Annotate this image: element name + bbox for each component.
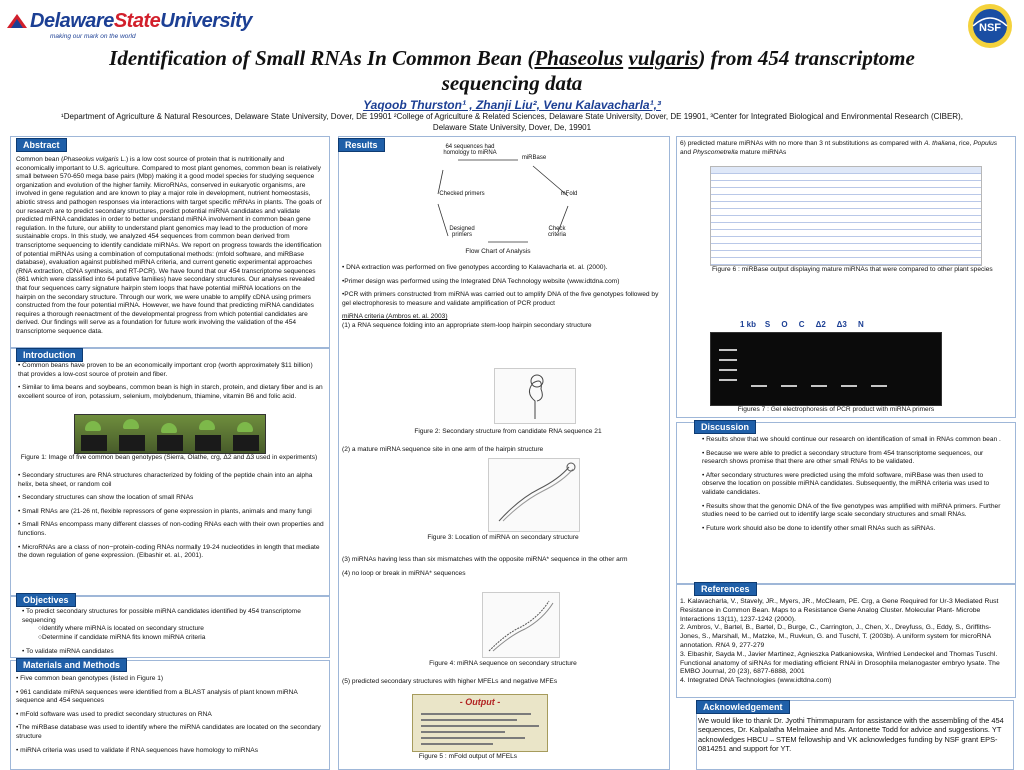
figure-6-mirbase-table	[710, 166, 982, 266]
gel-lane-label: Δ3	[836, 320, 847, 329]
gel-lane-label: N	[858, 320, 864, 329]
poster-header	[0, 0, 1024, 132]
flow-node-check-criteria: Check criteria	[547, 226, 566, 238]
discussion-heading: Discussion	[694, 420, 756, 434]
gel-lane-label: 1 kb	[740, 320, 757, 329]
nsf-logo-icon	[962, 2, 1018, 50]
dsu-tagline: making our mark on the world	[50, 33, 136, 40]
criteria-item-6: 6) predicted mature miRNAs with no more than 3 nt substitutions as compared with A. thaliana, rice, Populus and Physcometrella mature miRNAs	[680, 140, 998, 156]
bean-genotypes-photo	[74, 414, 266, 454]
poster-affiliations: ¹Department of Agriculture & Natural Resources, Delaware State University, Dover, DE 19901 ²College of Agriculture & Related Sciences, Delaware State University, Dover, DE 19901, ³Center for Integrated Biological and Environmental Research (CIBER), Delaware State University, Dover, De, 19901	[61, 112, 963, 132]
introduction-list-bottom	[18, 472, 324, 566]
abstract-text: Common bean (Phaseolus vulgaris L.) is a low cost source of protein that is nutritionally and economically important to U.S. agriculture. Compared to most plant genomes, common bean is relatively small between 570-650 mega base pairs (Mbp) making it a good model species for studying sequence organization and evolution of the higher family. MicroRNAs, conserved in eukaryotic organisms, are involved in gene regulation and are known to play a major role in development, nutrient homeostasis, abiotic stress and pathogen responses via interactions with target specific mRNAs in plants. The goals of our research are to predict secondary structures, predict potential miRNA candidates and validate predicted miRNA candidates in order to better understand miRNA involvement in common bean gene regulation. In the future, our ability to understand plant genomics may lead to the production of more sustainable crops. In this study, we analyzed 454 sequences from common bean derived from transcriptome sequencing to identify candidate miRNAs. We report on progress towards the identification of potential miRNAs using a combination of computational methods: (mfold software, and miRBase database), evaluation against published miRNA criteria, and current genetic experimental approaches (RNA extraction, cDNA synthesis, and RT-PCR). We have found that our 454 transcriptome sequences (861 which were classified into 64 putative families) have secondary structures. Our analyses revealed that four sequences carry signature hairpin stem loops that have potential miRNA locations on the hairpin on the secondary structure. Through our work, we were unable to amplify cDNA using primers constructed from the four potential miRNA. However, we have found that predicting miRNA candidates requires a thorough reenactment of the developmental progress from which potential candidates are derived. Our findings will serve as a foundation for future work involving the validation of the 454 transcriptome sequence data.	[16, 156, 322, 335]
reference-item: 4. Integrated DNA Technologies (www.idtdna.com)	[680, 677, 832, 685]
objective-item: • To validate miRNA candidates	[22, 648, 114, 656]
objective-item: • To predict secondary structures for possible miRNA candidates identified by 454 transcriptome sequencing	[22, 608, 301, 624]
dsu-mark-icon	[6, 12, 28, 30]
nsf-logo-text: NSF	[979, 22, 1001, 34]
figure-4-structure	[482, 592, 560, 658]
methods-heading: Materials and Methods	[16, 658, 127, 672]
mirna-location-icon	[489, 459, 579, 531]
introduction-heading: Introduction	[16, 348, 83, 362]
criteria-item: (2) a mature miRNA sequence site in one arm of the hairpin structure	[342, 446, 544, 453]
discussion-item: • Future work should also be done to identify other small RNAs such as siRNAs.	[702, 524, 936, 532]
gel-lane-labels	[740, 320, 864, 329]
figure-5-output	[412, 694, 548, 752]
methods-item: •The miRBase database was used to identify where the miRNA candidates are located on the secondary structure	[16, 724, 321, 740]
reference-item: 1. Kalavacharla, V., Stavely, JR., Myers, JR., McCleam, PE. Crg, a Gene Required for Ur-3 Mediated Rust Resistance in Common Bean. Maps to a Resistance Gene Analog Cluster. Molecular Plant- Microbe Interactions 13(11), 1237-1242 (2000).	[680, 598, 999, 623]
figure-3-caption: Figure 3: Location of miRNA on secondary structure	[427, 534, 579, 541]
figure-5-caption: Figure 5 : mFold output of MFELs	[418, 753, 518, 760]
criteria-item: (3) miRNAs having less than six mismatches with the opposite miRNA* sequence in the other arm	[342, 556, 628, 563]
criteria-item: (1) a RNA sequence folding into an appropriate stem-loop hairpin secondary structure	[342, 321, 592, 329]
figure-6-caption: Figure 6 : miRBase output displaying mature miRNAs that were compared to other plant species	[712, 266, 993, 273]
discussion-item: • After secondary structures were predicted using the mfold software, miRBase was then used to observe the location on possible miRNA candidates. Subsequently, the miRNA criteria was used to validate candidates.	[702, 471, 990, 496]
methods-item: • miRNA criteria was used to validate if RNA sequences have homology to miRNAs	[16, 746, 258, 754]
introduction-bullet: • Small RNAs are (21-26 nt, flexible repressors of gene expression in plants, animals and many fungi	[18, 507, 312, 515]
hairpin-structure-icon	[495, 369, 575, 423]
poster-authors: Yaqoob Thurston¹ , Zhanji Liu², Venu Kalavacharla¹,³	[363, 98, 661, 112]
results-bullet: •Primer design was performed using the Integrated DNA Technology website (www.idtdna.com)	[342, 277, 620, 285]
flow-node-checked-primers: Checked primers	[439, 191, 485, 197]
methods-list	[16, 675, 322, 760]
references-heading: References	[694, 582, 757, 596]
abstract-heading: Abstract	[16, 138, 67, 152]
references-list	[680, 598, 1006, 686]
mfold-output-title: - Output -	[459, 697, 501, 707]
methods-item: • 961 candidate miRNA sequences were identified from a BLAST analysis of plant known miRNA sequence and 454 sequences	[16, 688, 298, 705]
dsu-logo-text: DelawareStateUniversity	[30, 10, 252, 32]
reference-item: 2. Ambros, V., Bartel, B., Bartel, D., Burge, C., Carrington, J., Chen, X., Dreyfuss, G., Eddy, S., Griffiths-Jones, S., Marshall, M., Matzke, M., Ruvkun, G. and Tuschl, T. (2003b). A uniform system for microRNA annotation. RNA 9, 277-279	[680, 624, 992, 649]
figure-3-structure	[488, 458, 580, 532]
dsu-logo	[4, 8, 252, 44]
results-bullet: • DNA extraction was performed on five genotypes according to Kalavacharla et. al. (2000).	[342, 264, 608, 271]
reference-item: 3. Elbashir, Sayda M., Javier Martinez, Agnieszka Patkaniowska, Winfried Lendeckel and Thomas Tuschl. Functional anatomy of siRNAs for mediating efficient RNAi in Drosophila melanogaster embryo lysate. The EMBO Journal, 20 (23), 6877-6888, 2001	[680, 650, 1000, 676]
flow-node-mfold: mFold	[560, 191, 578, 197]
criteria-item: (4) no loop or break in miRNA* sequences	[342, 569, 466, 577]
poster-title: Identification of Small RNAs In Common Bean (Phaseolus vulgaris) from 454 transcriptome sequencing data	[109, 46, 915, 95]
methods-item: • Five common bean genotypes (listed in Figure 1)	[16, 675, 164, 682]
introduction-bullet: • Secondary structures can show the location of small RNAs	[18, 494, 194, 502]
discussion-list	[702, 436, 1006, 538]
gel-lane-label: C	[798, 320, 805, 329]
figure-4-caption: Figure 4: miRNA sequence on secondary structure	[429, 660, 577, 667]
acknowledgement-text: We would like to thank Dr. Jyothi Thimmapuram for assistance with the assembling of the 454 sequences, Dr. Kalpalatha Melmaiee and Ms. Antonette Todd for advice and suggestions. YT acknowledges HBCU – STEM fellowship and VK acknowledges funding by NSF grant EPS-0814251 and support for YT.	[698, 716, 1004, 754]
results-methods-text	[342, 264, 664, 331]
gel-lane-label: Δ2	[815, 320, 826, 329]
introduction-bullet: • Similar to lima beans and soybeans, common bean is high in starch, protein, and dietary fiber and is an excellent source of iron, potassium, selenium, molybdenum, thiamine, vitamin B6 and folic acid.	[18, 384, 323, 400]
left-column	[10, 136, 330, 768]
results-heading: Results	[338, 138, 385, 152]
mirna-sequence-icon	[483, 593, 559, 657]
gel-lane-label: O	[781, 320, 788, 329]
right-column	[676, 136, 1014, 768]
figure-7-caption: Figures 7 : Gel electrophoresis of PCR product with miRNA primers	[737, 406, 935, 413]
acknowledgement-heading: Acknowledgement	[696, 700, 790, 714]
criteria-item: (5) predicted secondary structures with higher MFELs and negative MFEs	[342, 678, 558, 685]
flow-chart-caption: Flow Chart of Analysis	[465, 248, 531, 255]
discussion-item: • Results show that the genomic DNA of the five genotypes was amplified with miRNA primers. Further studies need to be carried out to identify large scale secondary structures and small RNAs.	[702, 502, 1001, 519]
figure-1-caption: Figure 1: Image of five common bean genotypes (Sierra, Olathe, crg, Δ2 and Δ3 used in experiments)	[20, 454, 318, 461]
analysis-flow-chart	[398, 144, 638, 264]
introduction-bullet: • Secondary structures are RNA structures characterized by folding of the peptide chain into an alpha helix, beta sheet, or random coil	[18, 472, 313, 488]
flow-node-mirbase: miRBase	[521, 155, 547, 161]
flow-node-designed-primers: Designed primers	[449, 226, 475, 238]
methods-item: • mFold software was used to predict secondary structures on RNA	[16, 710, 212, 718]
introduction-list-top	[18, 362, 324, 406]
discussion-item: • Results show that we should continue our research on identification of small in RNAs common bean .	[702, 436, 1001, 443]
introduction-bullet: • MicroRNAs are a class of non−protein-coding RNAs normally 19-24 nucleotides in length that mediate the down regulation of gene expression. (Elbashir et. al., 2001).	[18, 543, 320, 560]
results-bullet: •PCR with primers constructed from miRNA was carried out to amplify DNA of the five genotypes followed by gel electrophoresis to measure and validate amplification of PCR product	[342, 291, 659, 307]
objectives-heading: Objectives	[16, 593, 76, 607]
figure-2-structure	[494, 368, 576, 424]
figure-7-gel-image	[710, 332, 942, 406]
introduction-bullet: • Small RNAs encompass many different classes of non-coding RNAs each with their own properties and functions.	[18, 521, 324, 537]
objective-subitem: ○Determine if candidate miRNA fits known miRNA criteria	[38, 633, 206, 641]
objective-subitem: ○Identify where miRNA is located on secondary structure	[38, 625, 204, 633]
introduction-bullet: • Common beans have proven to be an economically important crop (worth approximately $11 billion) that provides a low-cost source of protein and fiber.	[18, 362, 313, 378]
middle-column	[338, 136, 668, 768]
gel-lane-label: S	[764, 320, 771, 329]
flow-node-homology: 64 sequences had homology to miRNA	[443, 144, 497, 156]
objectives-list	[22, 608, 322, 657]
figure-2-caption: Figure 2: Secondary structure from candidate RNA sequence 21	[414, 428, 602, 435]
criteria-title: miRNA criteria (Ambros et. al. 2003)	[342, 313, 448, 321]
criteria-list-mid	[342, 556, 664, 578]
discussion-item: • Because we were able to predict a secondary structure from 454 transcriptome sequences, our research shows promise that there are other small RNAs to be validated.	[702, 449, 984, 466]
